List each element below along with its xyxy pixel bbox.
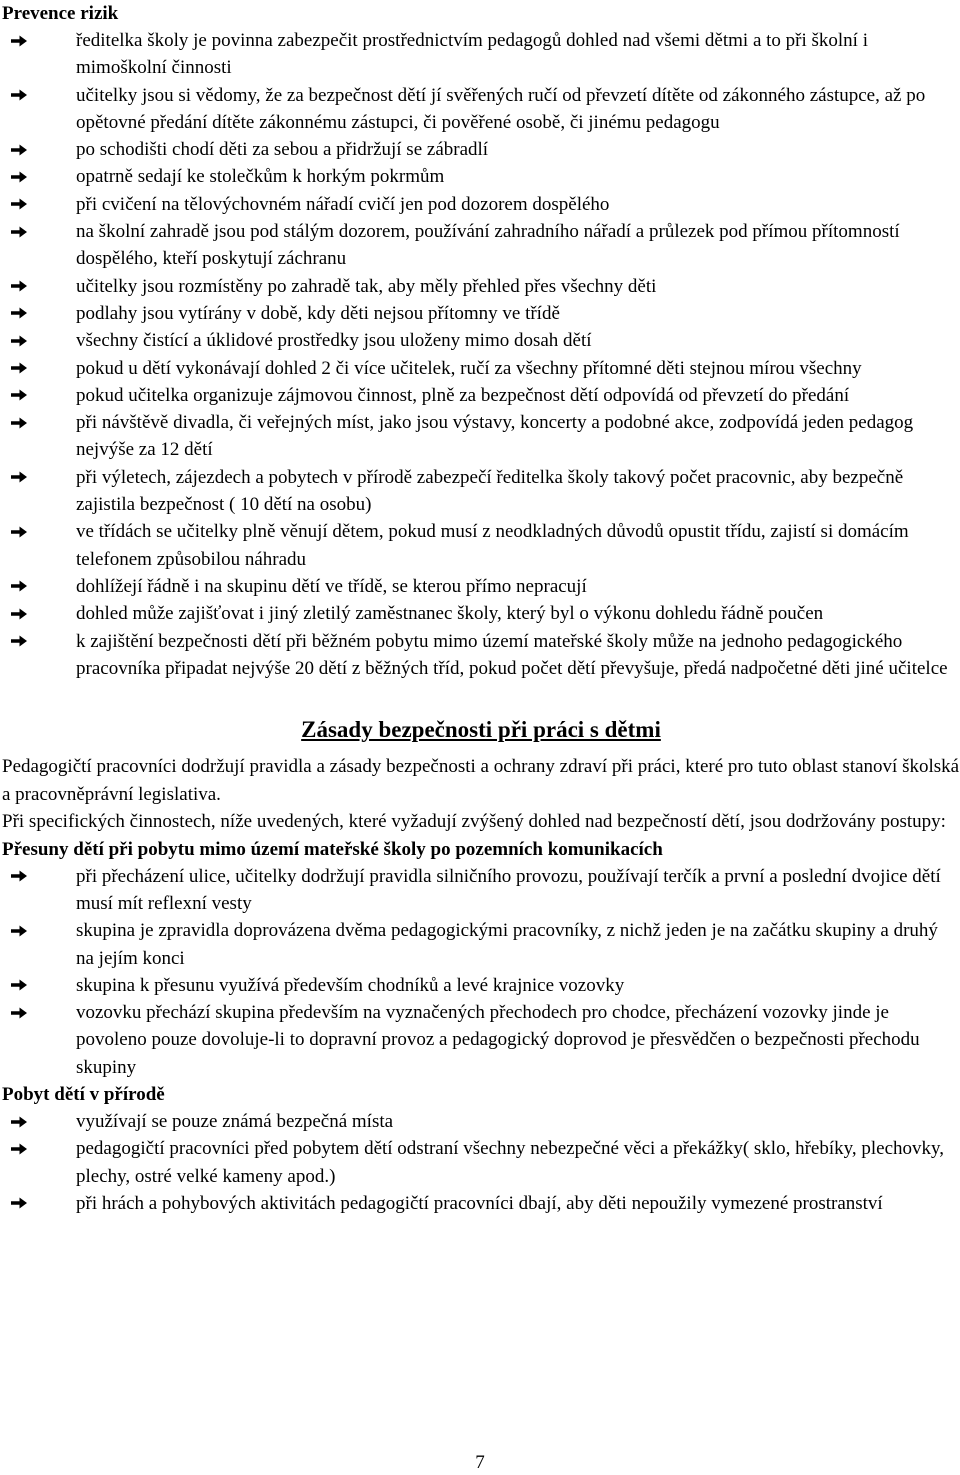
list-item-text: využívají se pouze známá bezpečná místa bbox=[76, 1111, 394, 1132]
bullet-list-prevence-rizik bbox=[2, 27, 960, 682]
list-item-text: při cvičení na tělovýchovném nářadí cvičí jen pod dozorem dospělého bbox=[76, 193, 610, 215]
paragraph-legislation: Pedagogičtí pracovníci dodržují pravidla a zásady bezpečnosti a ochrany zdraví při práci, které pro tuto oblast stanoví školská a pracovněprávní legislativa. bbox=[2, 756, 960, 805]
list-item-text: vozovku přechází skupina především na vyznačených přechodech pro chodce, přecházení vozovky jinde je povoleno pouze dovoluje-li to dopravní provoz a pedagogický doprovod je přesvědčen o bezpečnosti přechodu skupiny bbox=[76, 1002, 920, 1078]
list-item bbox=[76, 1190, 960, 1217]
list-item bbox=[76, 972, 960, 999]
list-item bbox=[76, 82, 960, 137]
list-item bbox=[76, 409, 960, 464]
page-number: 7 bbox=[475, 1452, 485, 1473]
list-item-text: při výletech, zájezdech a pobytech v přírodě zabezpečí ředitelka školy takový počet pracovnic, aby bezpečně zajistila bezpečnost ( 10 dětí na osobu) bbox=[76, 466, 904, 516]
section-heading-pobyt-v-prirode: Pobyt dětí v přírodě bbox=[2, 1084, 165, 1105]
list-item bbox=[76, 1135, 960, 1190]
list-item bbox=[76, 573, 960, 600]
section-heading-prevence-rizik: Prevence rizik bbox=[2, 3, 119, 24]
list-item-text: dohled může zajišťovat i jiný zletilý zaměstnanec školy, který byl o výkonu dohledu řádně poučen bbox=[76, 603, 824, 625]
list-item bbox=[76, 999, 960, 1081]
list-item-text: při návštěvě divadla, či veřejných míst, jako jsou výstavy, koncerty a podobné akce, zodpovídá jeden pedagog nejvýše za 12 dětí bbox=[76, 412, 914, 461]
bullet-list-presuny bbox=[2, 863, 960, 1081]
arrow-right-icon bbox=[10, 464, 28, 491]
list-item bbox=[76, 27, 960, 82]
list-item-text: skupina k přesunu využívá především chodníků a levé krajnice vozovky bbox=[76, 974, 625, 996]
arrow-right-icon bbox=[10, 863, 28, 890]
list-item-text: pokud učitelka organizuje zájmovou činnost, plně za bezpečnost dětí odpovídá od převzetí do předání bbox=[76, 384, 850, 406]
list-item bbox=[76, 191, 960, 218]
arrow-right-icon bbox=[10, 82, 28, 109]
arrow-right-icon bbox=[10, 327, 28, 354]
list-item bbox=[76, 327, 960, 354]
list-item bbox=[76, 382, 960, 409]
arrow-right-icon bbox=[10, 218, 28, 245]
list-item bbox=[76, 863, 960, 918]
list-item-text: pokud u dětí vykonávají dohled 2 či více učitelek, ručí za všechny přítomné děti stejnou mírou všechny bbox=[76, 357, 862, 379]
list-item-text: ředitelka školy je povinna zabezpečit prostřednictvím pedagogů dohled nad všemi dětmi a to při školní i mimoškolní činnosti bbox=[76, 30, 868, 79]
arrow-right-icon bbox=[10, 518, 28, 545]
arrow-right-icon bbox=[10, 1190, 28, 1217]
list-item-text: po schodišti chodí děti za sebou a přidržují se zábradlí bbox=[76, 139, 489, 161]
section-title-zasady-bezpecnosti: Zásady bezpečnosti při práci s dětmi bbox=[301, 717, 661, 743]
list-item bbox=[76, 464, 960, 519]
list-item-text: ve třídách se učitelky plně věnují dětem, pokud musí z neodkladných důvodů opustit třídu, zajistí si domácím telefonem způsobilou náhradu bbox=[76, 521, 909, 570]
list-item bbox=[76, 218, 960, 273]
arrow-right-icon bbox=[10, 1135, 28, 1162]
paragraph-specific-activities: Při specifických činnostech, níže uvedených, které vyžadují zvýšený dohled nad bezpečností dětí, jsou dodržovány postupy: bbox=[2, 811, 946, 833]
list-item bbox=[76, 628, 960, 683]
list-item bbox=[76, 300, 960, 327]
list-item bbox=[76, 163, 960, 190]
arrow-right-icon bbox=[10, 972, 28, 999]
arrow-right-icon bbox=[10, 300, 28, 327]
list-item bbox=[76, 600, 960, 627]
arrow-right-icon bbox=[10, 1108, 28, 1135]
list-item bbox=[76, 1108, 960, 1135]
list-item bbox=[76, 355, 960, 382]
arrow-right-icon bbox=[10, 273, 28, 300]
list-item-text: na školní zahradě jsou pod stálým dozorem, používání zahradního nářadí a průlezek pod přímou přítomností dospělého, kteří poskytují záchranu bbox=[76, 221, 900, 270]
list-item-text: opatrně sedají ke stolečkům k horkým pokrmům bbox=[76, 166, 445, 188]
arrow-right-icon bbox=[10, 355, 28, 382]
bullet-list-pobyt-v-prirode bbox=[2, 1108, 960, 1217]
list-item-text: pedagogičtí pracovníci před pobytem dětí odstraní všechny nebezpečné věci a překážky( sklo, hřebíky, plechovky, plechy, ostré velké kameny apod.) bbox=[76, 1138, 945, 1187]
list-item-text: při hrách a pohybových aktivitách pedagogičtí pracovníci dbají, aby děti nepoužily vymezené prostranství bbox=[76, 1192, 883, 1214]
arrow-right-icon bbox=[10, 136, 28, 163]
arrow-right-icon bbox=[10, 191, 28, 218]
list-item-text: k zajištění bezpečnosti dětí při běžném pobytu mimo území mateřské školy může na jednoho pedagogického pracovníka připadat nejvýše 20 dětí z běžných tříd, pokud počet dětí převyšuje, předá nadpočetné děti jiné učitelce bbox=[76, 630, 948, 679]
list-item bbox=[76, 518, 960, 573]
arrow-right-icon bbox=[10, 917, 28, 944]
section-heading-presuny: Přesuny dětí při pobytu mimo území mateřské školy po pozemních komunikacích bbox=[2, 838, 663, 860]
list-item-text: dohlížejí řádně i na skupinu dětí ve třídě, se kterou přímo nepracují bbox=[76, 575, 587, 597]
arrow-right-icon bbox=[10, 409, 28, 436]
arrow-right-icon bbox=[10, 999, 28, 1026]
list-item-text: při přecházení ulice, učitelky dodržují pravidla silničního provozu, používají terčík a první a poslední dvojice dětí musí mít reflexní vesty bbox=[76, 865, 941, 914]
list-item-text: všechny čistící a úklidové prostředky jsou uloženy mimo dosah dětí bbox=[76, 330, 592, 352]
arrow-right-icon bbox=[10, 600, 28, 627]
arrow-right-icon bbox=[10, 27, 28, 54]
arrow-right-icon bbox=[10, 382, 28, 409]
arrow-right-icon bbox=[10, 573, 28, 600]
list-item-text: podlahy jsou vytírány v době, kdy děti nejsou přítomny ve třídě bbox=[76, 302, 560, 324]
list-item bbox=[76, 273, 960, 300]
list-item-text: skupina je zpravidla doprovázena dvěma pedagogickými pracovníky, z nichž jeden je na začátku skupiny a druhý na jejím konci bbox=[76, 920, 938, 969]
arrow-right-icon bbox=[10, 628, 28, 655]
list-item bbox=[76, 917, 960, 972]
list-item bbox=[76, 136, 960, 163]
list-item-text: učitelky jsou rozmístěny po zahradě tak, aby měly přehled přes všechny děti bbox=[76, 275, 657, 297]
arrow-right-icon bbox=[10, 163, 28, 190]
list-item-text: učitelky jsou si vědomy, že za bezpečnost dětí jí svěřených ručí od převzetí dítěte od zákonného zástupce, až po opětovné předání dítěte zákonnému zástupci, či pověřené osobě, či jinému pedagogu bbox=[76, 84, 926, 133]
